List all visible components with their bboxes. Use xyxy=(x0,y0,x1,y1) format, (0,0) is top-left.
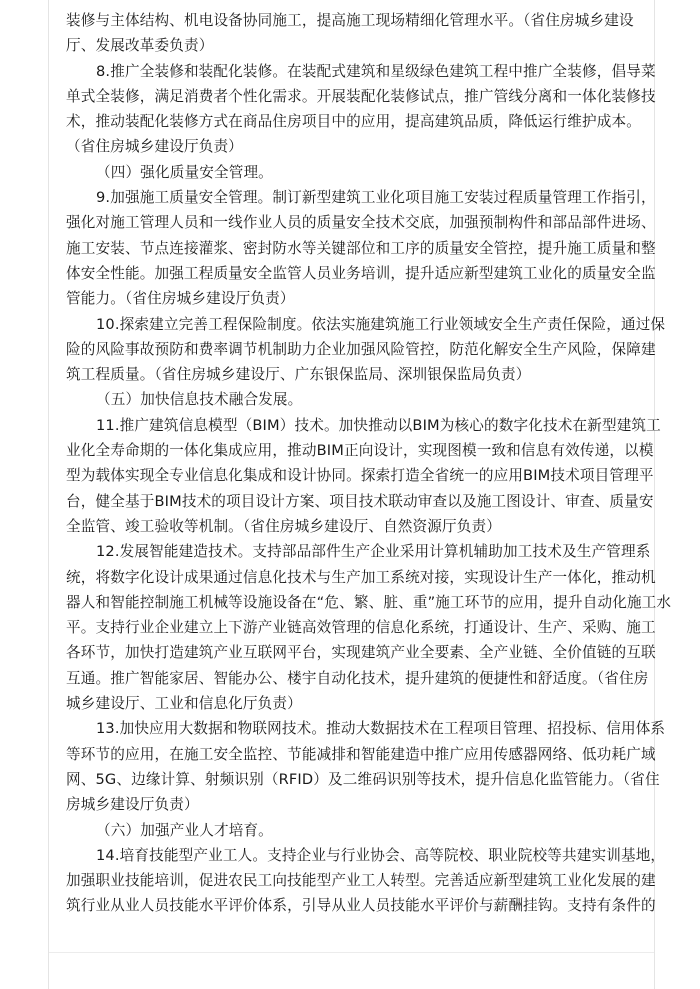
text-line: 13.加快应用大数据和物联网技术。推动大数据技术在工程项目管理、招投标、信用体系 xyxy=(96,720,666,738)
text-line: 11.推广建筑信息模型（BIM）技术。加快推动以BIM为核心的数字化技术在新型建筑工 xyxy=(96,416,661,434)
text-line: （省住房城乡建设厅负责） xyxy=(66,138,243,156)
text-line: 各环节，加快打造建筑产业互联网平台，实现建筑产业全要素、全产业链、全价值链的互联 xyxy=(66,644,656,662)
text-line: 体安全性能。加强工程质量安全监管人员业务培训，提升适应新型建筑工业化的质量安全监 xyxy=(66,264,656,282)
text-line: 8.推广全装修和装配化装修。在装配式建筑和星级绿色建筑工程中推广全装修，倡导菜 xyxy=(96,62,656,80)
text-line: 业化全寿命期的一体化集成应用，推动BIM正向设计，实现图模一致和信息有效传递，以模 xyxy=(66,442,654,460)
text-line: 术，推动装配化装修方式在商品住房项目中的应用，提高建筑品质，降低运行维护成本。 xyxy=(66,113,642,131)
text-line: 平。支持行业企业建立上下游产业链高效管理的信息化系统，打通设计、生产、采购、施工 xyxy=(66,619,656,637)
text-line: 互通。推广智能家居、智能办公、楼宇自动化技术，提升建筑的便捷性和舒适度。（省住房 xyxy=(66,669,649,687)
text-line: 12.发展智能建造技术。支持部品部件生产企业采用计算机辅助加工技术及生产管理系 xyxy=(96,543,651,561)
text-line: 厅、发展改革委负责） xyxy=(66,37,214,55)
text-line: 型为载体实现全专业信息化集成和设计协同。探索打造全省统一的应用BIM技术项目管理平 xyxy=(66,467,654,485)
text-line: 14.培育技能型产业工人。支持企业与行业协会、高等院校、职业院校等共建实训基地， xyxy=(96,846,666,864)
text-line: 全监管、竣工验收等机制。（省住房城乡建设厅、自然资源厅负责） xyxy=(66,517,502,535)
page-bottom-rule xyxy=(49,952,654,953)
text-line: 等环节的应用，在施工安全监控、节能减排和智能建造中推广应用传感器网络、低功耗广域 xyxy=(66,745,656,763)
text-line: 10.探索建立完善工程保险制度。依法实施建筑施工行业领域安全生产责任保险，通过保 xyxy=(96,315,666,333)
text-line: 统，将数字化设计成果通过信息化技术与生产加工系统对接，实现设计生产一体化，推动机 xyxy=(66,568,656,586)
text-line: 筑工程质量。（省住房城乡建设厅、广东银保监局、深圳银保监局负责） xyxy=(66,366,531,384)
text-line: 单式全装修，满足消费者个性化需求。开展装配化装修试点，推广管线分离和一体化装修技 xyxy=(66,87,656,105)
text-line: （四）强化质量安全管理。 xyxy=(96,163,273,181)
text-line: 施工安装、节点连接灌浆、密封防水等关键部位和工序的质量安全管控，提升施工质量和整 xyxy=(66,239,656,257)
text-line: 装修与主体结构、机电设备协同施工，提高施工现场精细化管理水平。（省住房城乡建设 xyxy=(66,12,634,29)
text-line: 9.加强施工质量安全管理。制订新型建筑工业化项目施工安装过程质量管理工作指引， xyxy=(96,189,656,207)
text-line: 管能力。（省住房城乡建设厅负责） xyxy=(66,290,295,308)
text-line: 城乡建设厅、工业和信息化厅负责） xyxy=(66,695,302,713)
document-body xyxy=(66,8,672,919)
text-line: 加强职业技能培训，促进农民工向技能型产业工人转型。完善适应新型建筑工业化发展的建 xyxy=(66,872,656,890)
text-line: 网、5G、边缘计算、射频识别（RFID）及二维码识别等技术，提升信息化监管能力。（省住 xyxy=(66,770,660,788)
text-line: 器人和智能控制施工机械等设施设备在“危、繁、脏、重”施工环节的应用，提升自动化施工水 xyxy=(66,593,672,611)
text-line: （五）加快信息技术融合发展。 xyxy=(96,391,303,409)
text-line: 筑行业从业人员技能水平评价体系，引导从业人员技能水平评价与薪酬挂钩。支持有条件的 xyxy=(66,897,656,915)
text-line: （六）加强产业人才培育。 xyxy=(96,821,273,839)
text-line: 台，健全基于BIM技术的项目设计方案、项目技术联动审查以及施工图设计、审查、质量安 xyxy=(66,492,654,510)
text-line: 房城乡建设厅负责） xyxy=(66,796,199,814)
text-line: 险的风险事故预防和费率调节机制助力企业加强风险管控，防范化解安全生产风险，保障建 xyxy=(66,340,656,358)
text-line: 强化对施工管理人员和一线作业人员的质量安全技术交底，加强预制构件和部品部件进场、 xyxy=(66,214,656,232)
